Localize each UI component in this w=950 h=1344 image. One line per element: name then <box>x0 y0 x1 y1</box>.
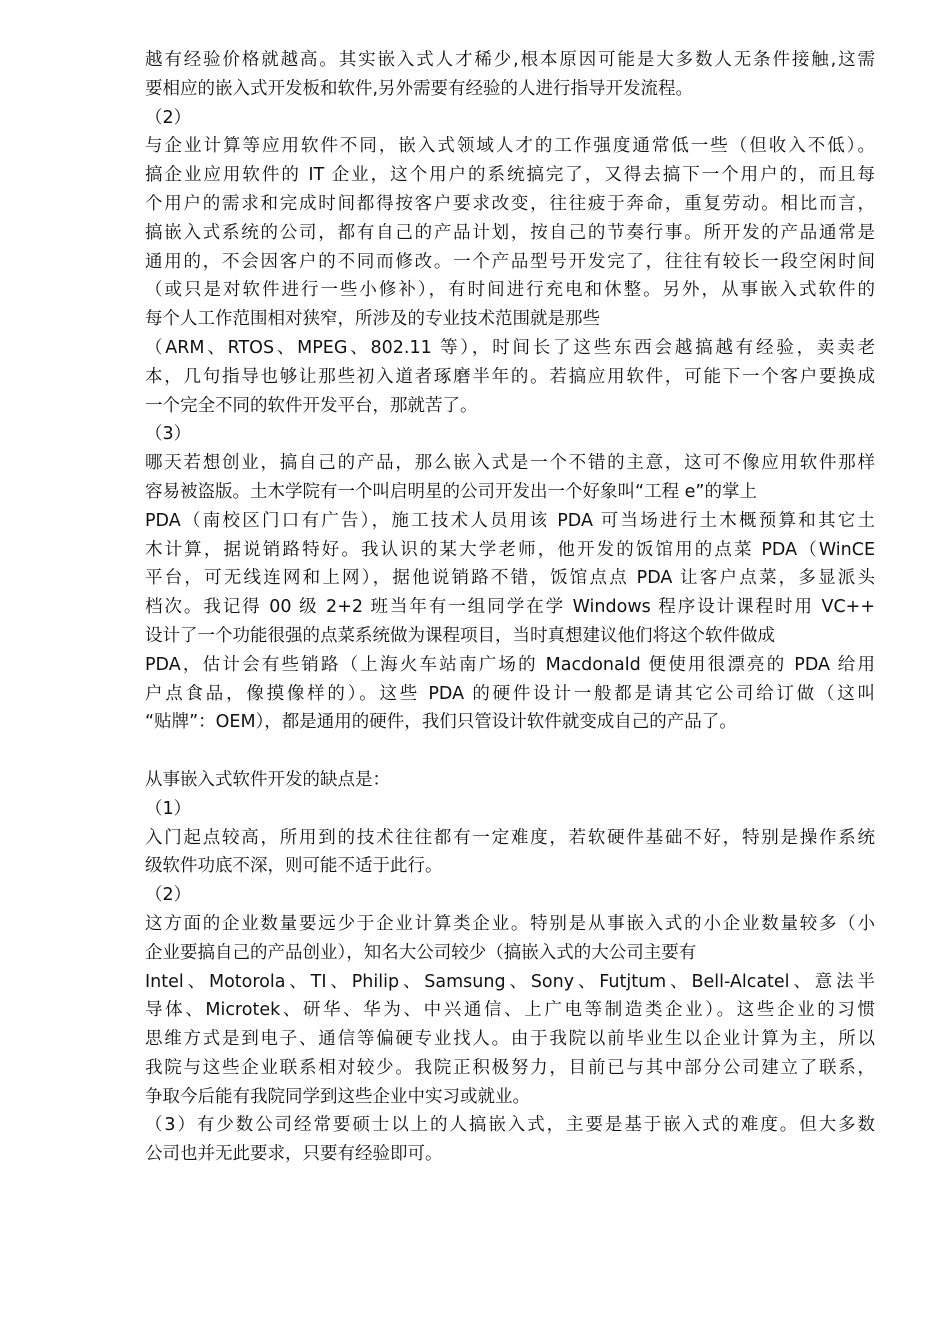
text-line: 一个完全不同的软件开发平台，那就苦了。 <box>145 395 478 416</box>
text-line: （3） <box>145 424 192 445</box>
text-line: 户点食品，像摸像样的）。这些 PDA 的硬件设计一般都是请其它公司给订做（这叫 <box>145 683 875 704</box>
text-line: 通用的，不会因客户的不同而修改。一个产品型号开发完了，往往有较长一段空闲时间 <box>145 251 875 272</box>
text-line: （或只是对软件进行一些小修补），有时间进行充电和休整。另外，从事嵌入式软件的 <box>145 280 875 301</box>
text-line: 搞嵌入式系统的公司，都有自己的产品计划，按自己的节奏行事。所开发的产品通常是 <box>145 222 875 243</box>
text-line: 入门起点较高，所用到的技术往往都有一定难度，若软硬件基础不好，特别是操作系统 <box>145 827 875 848</box>
text-line: 企业要搞自己的产品创业），知名大公司较少（搞嵌入式的大公司主要有 <box>145 942 697 963</box>
text-line: 档次。我记得 00 级 2+2 班当年有一组同学在学 Windows 程序设计课程时用 VC++ <box>145 597 875 618</box>
text-line: 要相应的嵌入式开发板和软件,另外需要有经验的人进行指导开发流程。 <box>145 78 694 99</box>
text-line: 木计算，据说销路特好。我认识的某大学老师，他开发的饭馆用的点菜 PDA（WinCE <box>145 539 875 560</box>
text-line: 这方面的企业数量要远少于企业计算类企业。特别是从事嵌入式的小企业数量较多（小 <box>145 913 875 934</box>
text-line: 搞企业应用软件的 IT 企业，这个用户的系统搞完了，又得去搞下一个用户的，而且每 <box>145 165 875 186</box>
text-line: （ARM、RTOS、MPEG、802.11 等），时间长了这些东西会越搞越有经验，卖卖老 <box>145 337 875 358</box>
blank-line <box>145 737 875 766</box>
text-line: 级软件功底不深，则可能不适于此行。 <box>145 856 443 877</box>
text-line: 越有经验价格就越高。其实嵌入式人才稀少,根本原因可能是大多数人无条件接触,这需 <box>145 50 875 70</box>
text-line: PDA，估计会有些销路（上海火车站南广场的 Macdonald 便使用很漂亮的 PDA 给用 <box>145 654 875 675</box>
text-line: 公司也并无此要求，只要有经验即可。 <box>145 1144 443 1165</box>
text-line: （3）有少数公司经常要硕士以上的人搞嵌入式，主要是基于嵌入式的难度。但大多数 <box>145 1115 875 1136</box>
text-line: 思维方式是到电子、通信等偏硬专业找人。由于我院以前毕业生以企业计算为主，所以 <box>145 1029 875 1050</box>
text-line: 每个人工作范围相对狭窄，所涉及的专业技术范围就是那些 <box>145 309 600 330</box>
text-line: 我院与这些企业联系相对较少。我院正积极努力，目前已与其中部分公司建立了联系， <box>145 1057 875 1078</box>
text-line: Intel、Motorola、TI、Philip、Samsung、Sony、Futjtum、Bell-Alcatel、意法半 <box>145 971 875 992</box>
text-line: “贴牌”：OEM），都是通用的硬件，我们只管设计软件就变成自己的产品了。 <box>145 712 737 733</box>
text-line: 争取今后能有我院同学到这些企业中实习或就业。 <box>145 1086 530 1107</box>
text-line: （2） <box>145 885 192 906</box>
text-line: 从事嵌入式软件开发的缺点是： <box>145 769 390 790</box>
text-line: 与企业计算等应用软件不同，嵌入式领域人才的工作强度通常低一些（但收入不低）。 <box>145 136 875 157</box>
text-line: 设计了一个功能很强的点菜系统做为课程项目，当时真想建议他们将这个软件做成 <box>145 625 775 646</box>
text-line: 平台，可无线连网和上网），据他说销路不错，饭馆点点 PDA 让客户点菜，多显派头 <box>145 568 875 589</box>
document-body <box>145 46 875 1169</box>
text-line: 哪天若想创业，搞自己的产品，那么嵌入式是一个不错的主意，这可不像应用软件那样 <box>145 453 875 474</box>
text-line: 本，几句指导也够让那些初入道者琢磨半年的。若搞应用软件，可能下一个客户要换成 <box>145 366 875 387</box>
text-line: PDA（南校区门口有广告），施工技术人员用该 PDA 可当场进行土木概预算和其它土 <box>145 510 875 531</box>
text-line: （2） <box>145 107 192 128</box>
text-line: （1） <box>145 798 192 819</box>
text-line: 容易被盗版。土木学院有一个叫启明星的公司开发出一个好象叫“工程 e”的掌上 <box>145 481 757 502</box>
text-line: 个用户的需求和完成时间都得按客户要求改变，往往疲于奔命，重复劳动。相比而言， <box>145 193 875 214</box>
text-line: 导体、Microtek、研华、华为、中兴通信、上广电等制造类企业）。这些企业的习惯 <box>145 1000 875 1021</box>
